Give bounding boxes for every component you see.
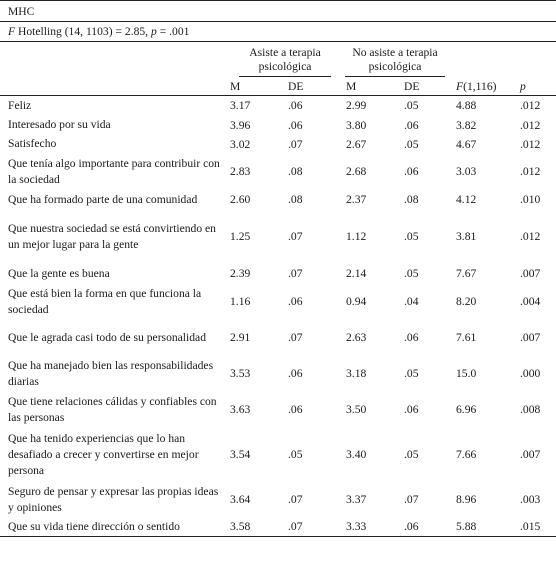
cell-m2: 2.99	[346, 99, 367, 113]
table-row	[0, 96, 556, 116]
group-label-asiste: Asiste a terapia psicológica	[239, 46, 331, 77]
cell-p: .015	[520, 520, 541, 534]
col-header-m2: M	[346, 79, 357, 93]
cell-p: .012	[520, 230, 541, 243]
cell-f: 8.20	[456, 295, 477, 308]
cell-p: .004	[520, 295, 541, 308]
col-header-de2: DE	[404, 79, 420, 93]
cell-de1: .06	[288, 99, 303, 113]
cell-de2: .06	[404, 165, 419, 178]
col-header-m1: M	[230, 79, 241, 93]
cell-p: .010	[520, 193, 541, 206]
cell-m2: 2.37	[346, 193, 367, 206]
row-label: Que ha manejado bien las responsabilidades diarias	[8, 358, 214, 388]
cell-f: 7.66	[456, 448, 477, 461]
table-row	[0, 392, 556, 428]
cell-f: 4.12	[456, 193, 477, 206]
cell-de1: .06	[288, 295, 303, 308]
cell-f: 7.67	[456, 267, 477, 280]
table-row	[0, 518, 556, 537]
header-blank	[0, 42, 228, 78]
cell-de1: .07	[288, 267, 303, 280]
cell-m1: 3.63	[230, 403, 251, 416]
cell-m1: 1.16	[230, 295, 251, 308]
row-label: Que la gente es buena	[8, 266, 110, 280]
cell-f: 6.96	[456, 403, 477, 416]
cell-m1: 3.96	[230, 118, 251, 132]
cell-m1: 3.58	[230, 520, 251, 534]
row-label: Que nuestra sociedad se está convirtiendo en un mejor lugar para la gente	[8, 221, 216, 251]
row-label: Que su vida tiene dirección o sentido	[8, 519, 180, 533]
cell-f: 4.88	[456, 99, 477, 113]
cell-m2: 3.40	[346, 448, 367, 461]
cell-de1: .08	[288, 193, 303, 206]
cell-m1: 1.25	[230, 230, 251, 243]
cell-m1: 3.02	[230, 137, 251, 151]
cell-f: 7.61	[456, 331, 477, 344]
cell-de2: .06	[404, 520, 419, 534]
table-row	[0, 482, 556, 518]
cell-de1: .06	[288, 403, 303, 416]
cell-de2: .06	[404, 403, 419, 416]
cell-p: .008	[520, 403, 541, 416]
cell-p: .007	[520, 331, 541, 344]
cell-de2: .06	[404, 331, 419, 344]
row-label: Interesado por su vida	[8, 118, 111, 131]
cell-f: 5.88	[456, 520, 477, 534]
cell-m2: 2.63	[346, 331, 367, 344]
cell-f: 15.0	[456, 367, 477, 380]
cell-de2: .05	[404, 267, 419, 280]
f-stat-symbol: F	[8, 25, 16, 38]
group-label-no-asiste: No asiste a terapia psicológica	[345, 46, 445, 77]
table-row	[0, 135, 556, 154]
cell-p: .012	[520, 118, 541, 132]
cell-f: 3.03	[456, 165, 477, 178]
hotelling-label: Hotelling (14, 1103) = 2.85,	[18, 25, 149, 38]
cell-f: 3.82	[456, 118, 477, 132]
cell-m1: 3.53	[230, 367, 251, 380]
cell-p: .000	[520, 367, 541, 380]
cell-f: 4.67	[456, 137, 477, 151]
cell-m1: 3.64	[230, 493, 251, 506]
cell-m2: 2.68	[346, 165, 367, 178]
cell-de1: .07	[288, 331, 303, 344]
cell-m2: 1.12	[346, 230, 367, 243]
cell-m2: 0.94	[346, 295, 367, 308]
cell-f: 8.96	[456, 493, 477, 506]
row-label: Que está bien la forma en que funciona la sociedad	[8, 286, 202, 316]
cell-de1: .06	[288, 367, 303, 380]
cell-f: 3.81	[456, 230, 477, 243]
cell-m2: 3.18	[346, 367, 367, 380]
cell-de2: .04	[404, 295, 419, 308]
cell-m1: 2.60	[230, 193, 251, 206]
table-row	[0, 320, 556, 356]
cell-p: .012	[520, 137, 541, 151]
cell-m1: 2.83	[230, 165, 251, 178]
table-title: MHC	[8, 4, 35, 18]
cell-m2: 3.37	[346, 493, 367, 506]
cell-de2: .08	[404, 193, 419, 206]
cell-m1: 3.17	[230, 99, 251, 113]
cell-m2: 3.33	[346, 520, 367, 534]
cell-de2: .07	[404, 493, 419, 506]
cell-p: .012	[520, 99, 541, 113]
p-symbol: p	[151, 25, 157, 38]
cell-m2: 2.67	[346, 137, 367, 151]
table-row	[0, 428, 556, 482]
group-header-no-asiste	[342, 42, 448, 78]
row-label: Que ha tenido experiencias que lo han desafiado a crecer y convertirse en mejor persona	[8, 431, 199, 477]
cell-de2: .05	[404, 230, 419, 243]
cell-de1: .07	[288, 137, 303, 151]
cell-p: .007	[520, 267, 541, 280]
cell-p: .003	[520, 493, 541, 506]
col-header-f	[448, 77, 512, 96]
cell-de2: .05	[404, 367, 419, 380]
table-row	[0, 284, 556, 320]
cell-de2: .05	[404, 448, 419, 461]
cell-de2: .05	[404, 99, 419, 113]
table-row	[0, 356, 556, 392]
row-label: Que ha formado parte de una comunidad	[8, 192, 198, 206]
group-header-asiste	[228, 42, 342, 78]
hotelling-test-line	[0, 22, 556, 42]
table-row	[0, 190, 556, 210]
row-label: Que le agrada casi todo de su personalidad	[8, 330, 206, 344]
hotelling-p-value: = .001	[159, 25, 190, 38]
cell-m1: 2.39	[230, 267, 251, 280]
table-row	[0, 154, 556, 190]
table-body	[0, 96, 556, 537]
col-header-p: p	[520, 79, 526, 93]
cell-de2: .06	[404, 118, 419, 132]
cell-m1: 2.91	[230, 331, 251, 344]
col-header-de1: DE	[288, 79, 304, 93]
table-row	[0, 116, 556, 135]
col-header-f-symbol: F	[456, 79, 464, 93]
cell-de2: .05	[404, 137, 419, 151]
cell-m1: 3.54	[230, 448, 251, 461]
row-label: Que tenía algo importante para contribuir con la sociedad	[8, 156, 220, 186]
cell-p: .012	[520, 165, 541, 178]
table-row	[0, 264, 556, 284]
row-label: Satisfecho	[8, 137, 57, 150]
row-label: Feliz	[8, 98, 32, 112]
row-label: Que tiene relaciones cálidas y confiables con las personas	[8, 394, 217, 424]
cell-p: .007	[520, 448, 541, 461]
row-label: Seguro de pensar y expresar las propias ideas y opiniones	[8, 484, 219, 514]
cell-de1: .06	[288, 118, 303, 132]
cell-de1: .08	[288, 165, 303, 178]
cell-de1: .07	[288, 230, 303, 243]
cell-de1: .07	[288, 520, 303, 534]
table-row	[0, 210, 556, 264]
col-header-f-df: (1,116)	[463, 79, 497, 93]
cell-m2: 3.50	[346, 403, 367, 416]
cell-de1: .07	[288, 493, 303, 506]
cell-m2: 3.80	[346, 118, 367, 132]
cell-de1: .05	[288, 448, 303, 461]
cell-m2: 2.14	[346, 267, 367, 280]
